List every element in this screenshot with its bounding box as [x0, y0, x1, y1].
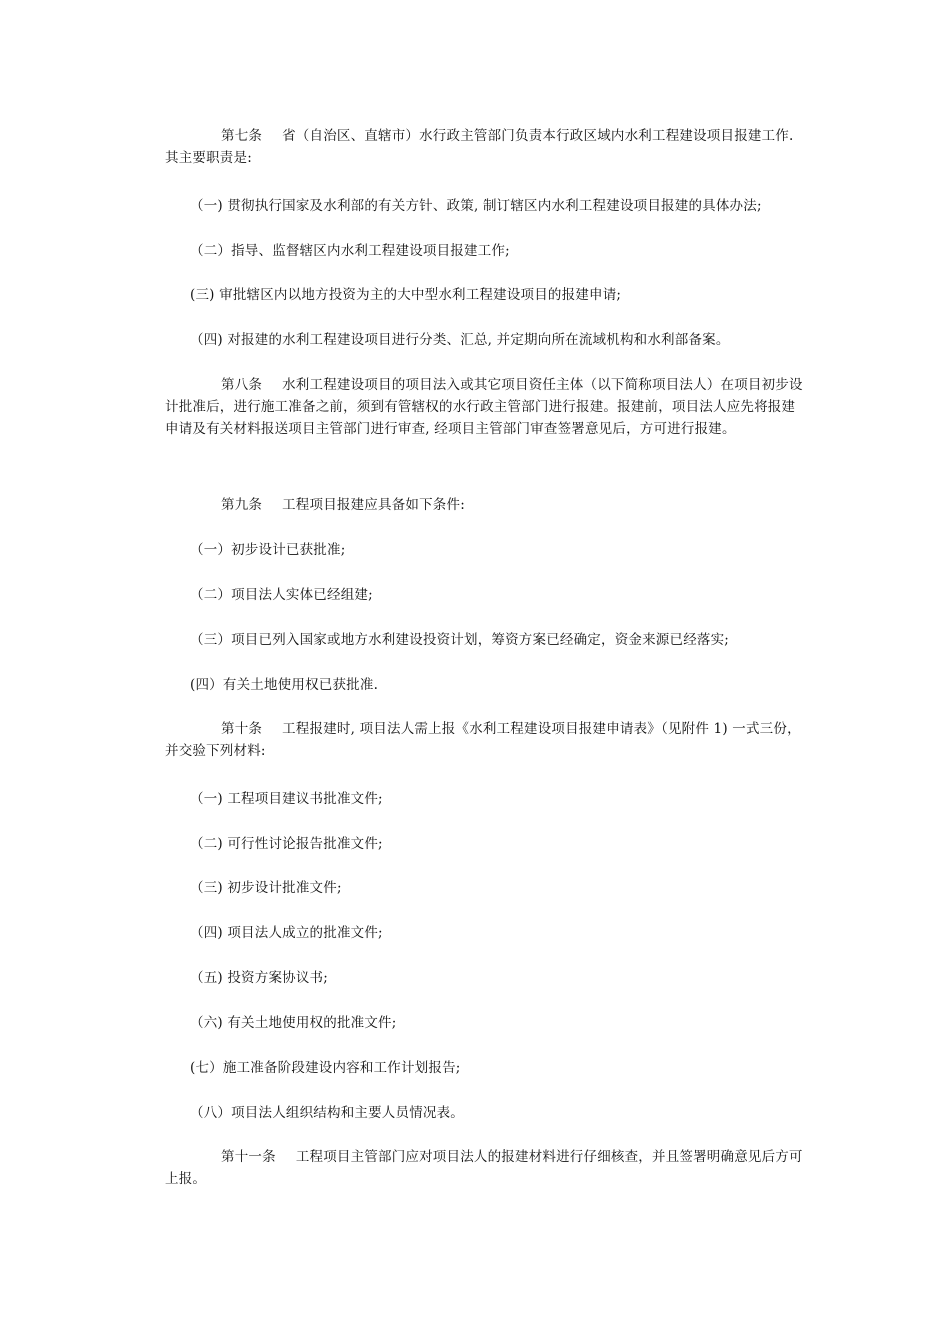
article-7 [165, 125, 805, 169]
article-7-item-4: （四) 对报建的水利工程建设项目进行分类、汇总, 并定期向所在流域机构和水利部备案。 [190, 332, 730, 348]
article-10-text: 工程报建时, 项目法人需上报《水利工程建设项目报建申请表》（见附件 1) 一式三份，并交验下列材料: [165, 721, 801, 759]
article-8 [165, 374, 805, 440]
article-7-item-1: （一) 贯彻执行国家及水利部的有关方针、政策, 制订辖区内水利工程建设项目报建的具体办法; [190, 198, 762, 214]
article-8-text: 水利工程建设项目的项目法入或其它项目资任主体（以下简称项目法人）在项目初步设计批准后，进行施工准备之前，须到有管辖权的水行政主管部门进行报建。报建前，项目法人应先将报建申请及有关材料报送项目主管部门进行审查, 经项目主管部门审查签署意见后，方可进行报建。 [165, 377, 803, 437]
article-9-item-4: (四）有关土地使用权已获批准. [190, 677, 379, 693]
article-10-item-6: （六) 有关土地使用权的批准文件; [190, 1015, 397, 1031]
article-11-label: 第十一条 [221, 1149, 276, 1165]
article-9-item-2: （二）项目法人实体已经组建; [190, 587, 373, 603]
article-7-label: 第七条 [221, 128, 263, 144]
article-10-item-5: （五) 投资方案协议书; [190, 970, 329, 986]
article-10-item-1: （一) 工程项目建议书批准文件; [190, 791, 383, 807]
article-10-label: 第十条 [221, 721, 263, 737]
article-10-item-8: （八）项目法人组织结构和主要人员情况表。 [190, 1105, 464, 1121]
article-9-item-3: （三）项目已列入国家或地方水利建设投资计划，筹资方案已经确定，资金来源已经落实; [190, 632, 730, 648]
article-10-item-7: (七）施工准备阶段建设内容和工作计划报告; [190, 1060, 461, 1076]
article-10 [165, 718, 805, 762]
article-10-item-3: （三) 初步设计批准文件; [190, 880, 342, 896]
article-9-text: 工程项目报建应具备如下条件: [282, 497, 465, 513]
article-9-item-1: （一）初步设计已获批准; [190, 542, 346, 558]
article-10-item-2: （二) 可行性讨论报告批准文件; [190, 836, 383, 852]
article-8-label: 第八条 [221, 377, 263, 393]
article-7-item-3: (三) 审批辖区内以地方投资为主的大中型水利工程建设项目的报建申请; [190, 287, 622, 303]
article-11-text: 工程项目主管部门应对项目法人的报建材料进行仔细核查，并且签署明确意见后方可上报。 [165, 1149, 803, 1187]
article-7-text: 省（自治区、直辖市）水行政主管部门负责本行政区域内水利工程建设项目报建工作. 其主要职责是: [165, 128, 794, 166]
article-10-item-4: （四) 项目法人成立的批准文件; [190, 925, 383, 941]
article-7-item-2: （二）指导、监督辖区内水利工程建设项目报建工作; [190, 243, 510, 259]
article-9 [165, 494, 805, 516]
article-11 [165, 1146, 805, 1190]
article-9-label: 第九条 [221, 497, 263, 513]
